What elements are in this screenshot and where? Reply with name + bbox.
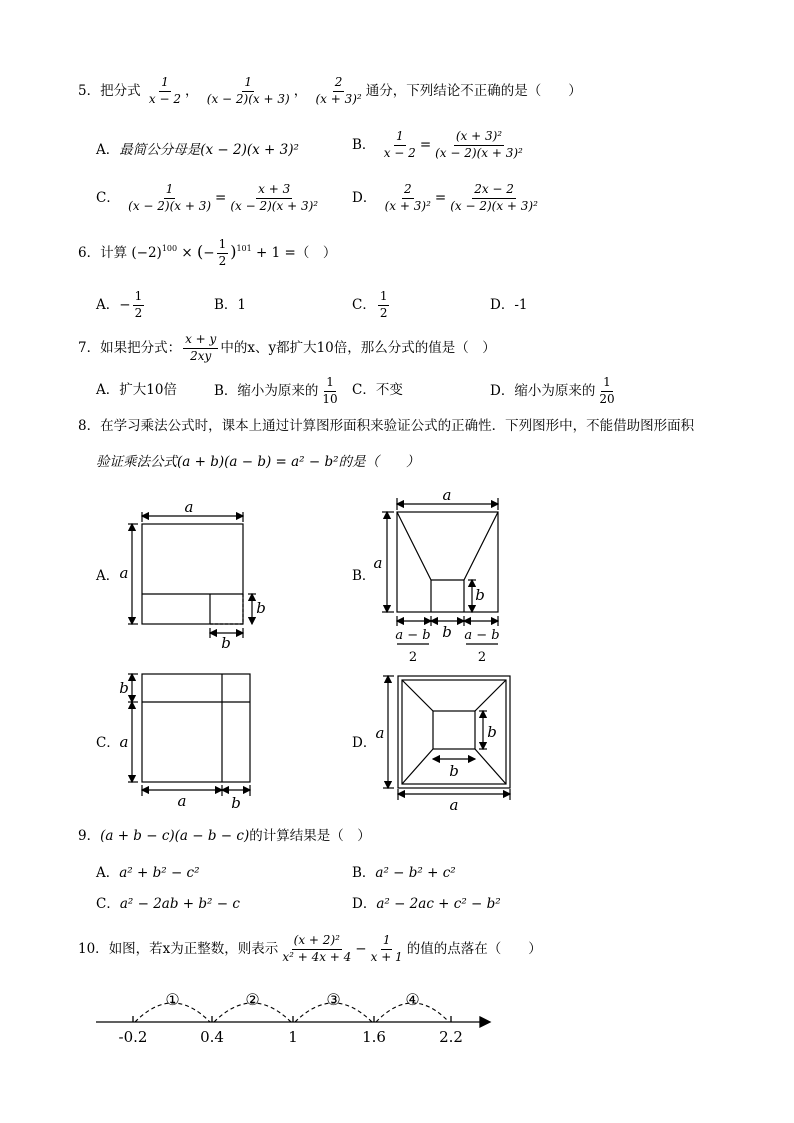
- q9-expression: (a + b − c)(a − b − c): [100, 828, 250, 844]
- q7b-fraction: $\frac{1}{10}$: [322, 375, 338, 406]
- q6-exp-1: 100: [161, 243, 178, 253]
- q6-stem: [78, 238, 336, 269]
- q6-times: ×: [181, 244, 193, 261]
- q5c-rhs: $\frac{x + 3}{\text{(x − 2)(x + 3)²}}$: [230, 182, 319, 213]
- interval-label[interactable]: ①: [165, 990, 180, 1009]
- q5-option-a[interactable]: [96, 144, 299, 158]
- q5b-lhs: $\frac{1}{x - 2}$: [383, 129, 416, 160]
- interval-label[interactable]: ④: [405, 990, 420, 1009]
- label-a: a: [375, 724, 385, 742]
- option-label: C．: [96, 189, 120, 206]
- label-a: a: [442, 486, 452, 504]
- q6-option-d[interactable]: [490, 299, 527, 313]
- label-a: a: [177, 792, 187, 810]
- option-text: 扩大10倍: [119, 382, 177, 398]
- q5-fraction-3: $\frac{2}{\text{(x + 3)²}}$: [315, 75, 362, 106]
- option-label: A．: [96, 382, 120, 398]
- q8-option-c-label[interactable]: C．: [96, 735, 120, 751]
- option-label: B．: [352, 136, 376, 153]
- label-a: a: [449, 796, 459, 814]
- q8-option-b-label[interactable]: B．: [352, 568, 376, 584]
- q10-fraction-2: $\frac{1}{x + 1}$: [370, 933, 403, 964]
- q6c-fraction: $\frac{1}{2}$: [379, 289, 388, 320]
- q8-figure-b[interactable]: [370, 486, 520, 666]
- q8-option-d-label[interactable]: D．: [352, 735, 377, 751]
- q6-option-a[interactable]: [96, 290, 146, 321]
- q6-number: 6．: [78, 244, 101, 261]
- label-a: a: [184, 498, 194, 516]
- option-label: D．: [490, 382, 515, 399]
- q5-stem: [78, 76, 582, 107]
- label-b: b: [449, 762, 459, 780]
- q5-option-c[interactable]: [96, 183, 322, 214]
- q7-option-c[interactable]: [352, 384, 403, 398]
- inner-square: [433, 711, 475, 749]
- q8-option-a-label[interactable]: A．: [96, 568, 120, 584]
- q9-tail: 的计算结果是（ ）: [249, 828, 371, 844]
- q7-fraction: $\frac{x + y}{2xy}$: [185, 332, 217, 363]
- option-text: 最简公分母是(x − 2)(x + 3)²: [119, 142, 299, 158]
- option-text: -1: [514, 297, 528, 313]
- q7-option-d[interactable]: [490, 376, 619, 407]
- q10-minus: −: [355, 940, 367, 957]
- option-label: D．: [352, 189, 377, 206]
- paren-right: ): [230, 241, 237, 261]
- option-label: A．: [96, 142, 120, 158]
- option-text: 缩小为原来的: [237, 382, 319, 399]
- option-label: B．: [214, 382, 238, 399]
- q5-option-b[interactable]: [352, 130, 527, 161]
- label-b: b: [119, 679, 129, 697]
- q10-number-line: [96, 980, 496, 1050]
- q5b-rhs: $\frac{\text{(x + 3)²}}{\text{(x − 2)(x + 3)²}}$: [435, 129, 523, 160]
- tick-label: 1: [288, 1028, 298, 1046]
- q8-figure-a[interactable]: [116, 498, 276, 652]
- label-a: a: [119, 564, 129, 582]
- q10-tail: 的值的点落在（ ）: [406, 940, 542, 957]
- option-sign: −: [119, 296, 131, 313]
- label-b: b: [442, 623, 452, 641]
- q5-fraction-1: $\frac{1}{x - 2}$: [148, 75, 181, 106]
- label-half-numerator: a − b: [395, 628, 431, 643]
- option-label: D．: [352, 896, 377, 912]
- option-label: C．: [96, 896, 120, 912]
- q5-sep-2: ，: [293, 82, 308, 99]
- q6-exp-2: 101: [236, 243, 252, 253]
- q9-option-d[interactable]: [352, 898, 501, 912]
- label-b: b: [475, 586, 485, 604]
- q7-stem: [78, 333, 496, 364]
- square-a: [142, 524, 243, 624]
- tick-label: 2.2: [439, 1028, 463, 1046]
- q6-lead: 计算: [100, 244, 128, 261]
- q7-number: 7．: [78, 339, 101, 356]
- label-half-numerator: a − b: [464, 628, 500, 643]
- q9-number: 9．: [78, 828, 101, 844]
- q7-option-b[interactable]: [214, 376, 342, 407]
- q9-option-c[interactable]: [96, 898, 240, 912]
- option-text: a² − 2ac + c² − b²: [376, 896, 501, 912]
- label-b: b: [221, 634, 231, 652]
- q8-text-1: 在学习乘法公式时，课本上通过计算图形面积来验证公式的正确性．下列图形中，不能借助图形面积: [100, 418, 695, 434]
- square: [142, 674, 250, 782]
- q8-number: 8．: [78, 418, 101, 434]
- option-text: a² + b² − c²: [119, 865, 200, 881]
- axis-arrow: [480, 1017, 490, 1027]
- q8-stem-line-1: [78, 420, 694, 434]
- q6-fraction: $\frac{1}{2}$: [218, 237, 227, 268]
- q5-lead: 把分式: [100, 82, 141, 99]
- tick-label: -0.2: [118, 1028, 148, 1046]
- option-text: 1: [237, 297, 247, 313]
- q6-neg: −: [203, 244, 215, 261]
- q5d-lhs: $\frac{2}{\text{(x + 3)²}}$: [384, 182, 431, 213]
- q8-figure-c[interactable]: [116, 666, 266, 816]
- option-label: C．: [352, 382, 376, 398]
- q5-sep-1: ，: [184, 82, 199, 99]
- option-label: C．: [352, 296, 376, 313]
- q6-option-b[interactable]: [214, 299, 246, 313]
- q5-option-d[interactable]: [352, 183, 542, 214]
- q5-fraction-2: $\frac{1}{(x - 2)(x + 3)}$: [206, 75, 290, 106]
- interval-label[interactable]: ②: [245, 990, 260, 1009]
- label-b: b: [256, 599, 266, 617]
- q6-option-c[interactable]: [352, 290, 391, 321]
- q9-option-a[interactable]: [96, 867, 200, 881]
- q6-base: (−2): [131, 244, 162, 261]
- option-text: 不变: [375, 382, 403, 398]
- interval-label[interactable]: ③: [326, 990, 341, 1009]
- option-label: B．: [352, 865, 376, 881]
- equals: =: [434, 189, 447, 206]
- q8-text-2: 验证乘法公式(a + b)(a − b) = a² − b²的是（ ）: [96, 454, 420, 470]
- option-label: A．: [96, 865, 120, 881]
- q5c-lhs: $\frac{1}{(x - 2)(x + 3)}$: [128, 182, 212, 213]
- label-b: b: [487, 723, 497, 741]
- q6-tail: + 1 =（ ）: [256, 244, 337, 261]
- q9-stem: [78, 830, 371, 844]
- q5-number: 5．: [78, 82, 101, 99]
- q6a-fraction: $\frac{1}{2}$: [134, 289, 143, 320]
- tick-label: 1.6: [362, 1028, 386, 1046]
- label-half-denominator: 2: [408, 650, 418, 665]
- equals: =: [419, 136, 432, 153]
- tick-label: 0.4: [200, 1028, 224, 1046]
- q5d-rhs: $\frac{2x - 2}{\text{(x − 2)(x + 3)²}}$: [450, 182, 538, 213]
- option-text: 缩小为原来的: [514, 382, 596, 399]
- label-b: b: [231, 794, 241, 812]
- equals: =: [215, 189, 227, 206]
- option-text: a² − 2ab + b² − c: [119, 896, 240, 912]
- q5-tail: 通分，下列结论不正确的是（ ）: [365, 82, 582, 99]
- q10-number: 10．: [78, 940, 109, 957]
- q8-stem-line-2: [96, 456, 420, 470]
- q7-lead: 如果把分式：: [100, 339, 182, 356]
- q7-tail: 中的x、y都扩大10倍，那么分式的值是（ ）: [220, 339, 496, 356]
- q7d-fraction: $\frac{1}{20}$: [599, 375, 615, 406]
- label-half-denominator: 2: [477, 650, 487, 665]
- label-a: a: [373, 554, 383, 572]
- q10-stem: [78, 934, 542, 965]
- q10-lead: 如图，若x为正整数，则表示: [108, 940, 279, 957]
- option-text: a² − b² + c²: [375, 865, 456, 881]
- label-a: a: [119, 733, 129, 751]
- option-label: A．: [96, 296, 120, 313]
- option-label: D．: [490, 297, 515, 313]
- paren-left: (: [197, 241, 204, 261]
- q7-option-a[interactable]: [96, 384, 177, 398]
- q8-figure-d[interactable]: [370, 668, 520, 818]
- q10-fraction-1: $\frac{\text{(x + 2)²}}{\text{x² + 4x + 4}}$: [282, 933, 352, 964]
- q9-option-b[interactable]: [352, 867, 456, 881]
- option-label: B．: [214, 297, 238, 313]
